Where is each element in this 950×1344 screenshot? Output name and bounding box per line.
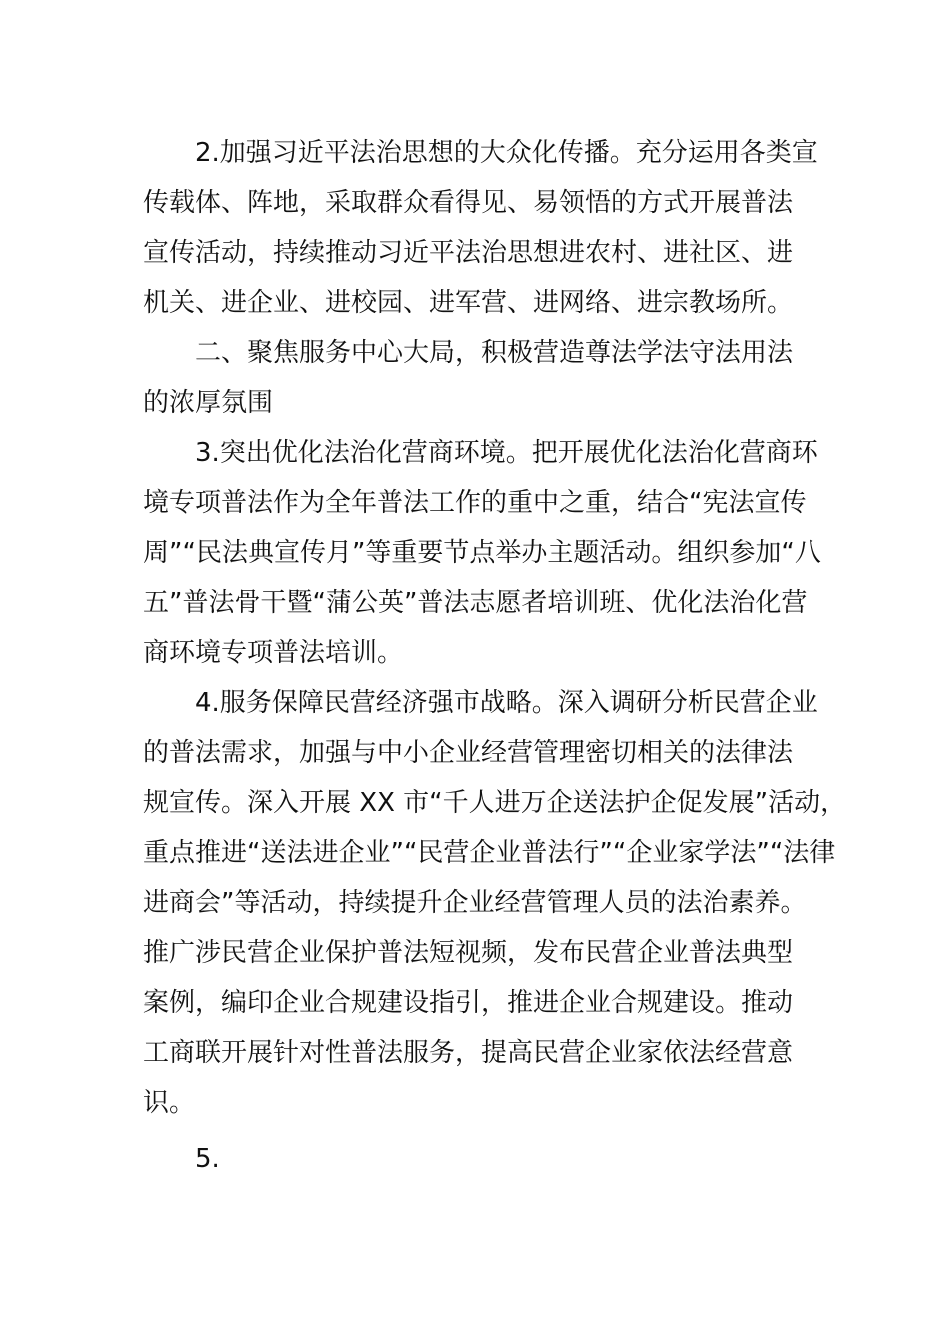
paragraph-3-line-2: 境专项普法作为全年普法工作的重中之重，结合“宪法宣传 xyxy=(143,488,807,518)
paragraph-4-line-2: 的普法需求，加强与中小企业经营管理密切相关的法律法 xyxy=(143,738,794,768)
paragraph-2-line-4: 机关、进企业、进校园、进军营、进网络、进宗教场所。 xyxy=(143,288,794,318)
paragraph-3-line-4: 五”普法骨干暨“蒲公英”普法志愿者培训班、优化法治化营 xyxy=(143,588,808,618)
paragraph-2-line-3: 宣传活动，持续推动习近平法治思想进农村、进社区、进 xyxy=(143,238,794,268)
paragraph-3-line-3: 周”“民法典宣传月”等重要节点举办主题活动。组织参加“八 xyxy=(143,538,821,568)
paragraph-4-line-9: 识。 xyxy=(143,1088,196,1118)
document-body xyxy=(143,128,847,1184)
section-heading-line-2: 的浓厚氛围 xyxy=(143,388,274,418)
paragraph-3-line-5: 商环境专项普法培训。 xyxy=(143,638,404,668)
paragraph-5-line-1: 5. xyxy=(195,1144,220,1174)
paragraph-2-line-1: 2.加强习近平法治思想的大众化传播。充分运用各类宣 xyxy=(195,138,818,168)
paragraph-4-line-6: 推广涉民营企业保护普法短视频，发布民营企业普法典型 xyxy=(143,938,794,968)
paragraph-4-line-3: 规宣传。深入开展 XX 市“千人进万企送法护企促发展”活动， xyxy=(143,788,847,818)
paragraph-4-line-7: 案例，编印企业合规建设指引，推进企业合规建设。推动 xyxy=(143,988,794,1018)
paragraph-4-line-1: 4.服务保障民营经济强市战略。深入调研分析民营企业 xyxy=(195,688,818,718)
paragraph-3-line-1: 3.突出优化法治化营商环境。把开展优化法治化营商环 xyxy=(195,438,818,468)
paragraph-4-line-4: 重点推进“送法进企业”“民营企业普法行”“企业家学法”“法律 xyxy=(143,838,836,868)
paragraph-4-line-8: 工商联开展针对性普法服务，提高民营企业家依法经营意 xyxy=(143,1038,794,1068)
paragraph-2-line-2: 传载体、阵地，采取群众看得见、易领悟的方式开展普法 xyxy=(143,188,794,218)
paragraph-4-line-5: 进商会”等活动，持续提升企业经营管理人员的法治素养。 xyxy=(143,888,807,918)
section-heading-line-1: 二、聚焦服务中心大局，积极营造尊法学法守法用法 xyxy=(195,338,794,368)
